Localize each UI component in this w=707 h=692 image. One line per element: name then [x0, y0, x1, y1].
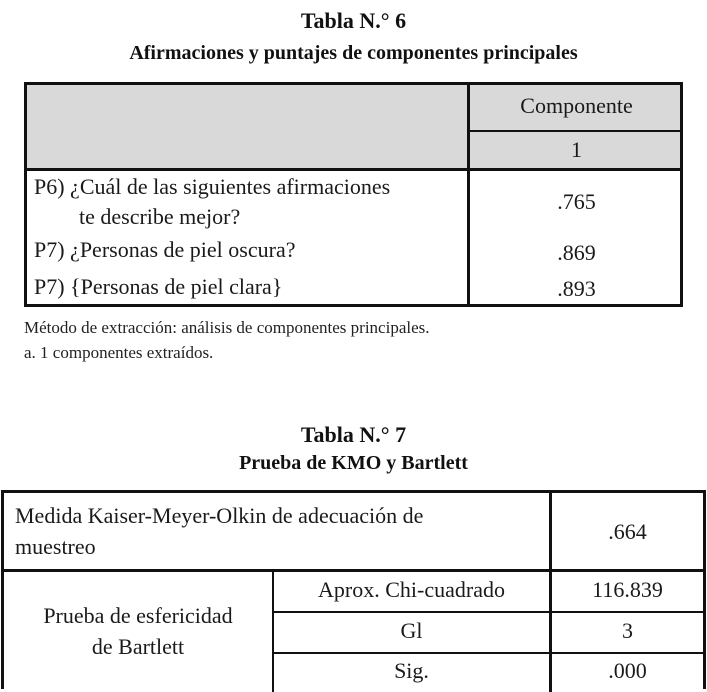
row-p6-label-line1: P6) ¿Cuál de las siguientes afirmaciones	[34, 174, 391, 199]
header-body-divider	[27, 168, 680, 171]
table7-title: Tabla N.° 7	[300, 422, 407, 447]
kmo-label-line2: muestreo	[15, 534, 96, 559]
bartlett-sig-label: Sig.	[394, 658, 429, 683]
bartlett-sig-value: .000	[608, 658, 647, 683]
row-p7-light-value: .893	[557, 276, 596, 301]
row-p6-label-line2: te describe mejor?	[79, 204, 241, 229]
kmo-row-divider	[4, 569, 703, 572]
kmo-bartlett-table	[1, 490, 706, 689]
bartlett-gl-label: Gl	[400, 618, 423, 643]
bartlett-label-line1: Prueba de esfericidad	[43, 603, 233, 628]
row-p7-dark-value: .869	[557, 240, 596, 265]
bartlett-chi-square-value: 116.839	[592, 577, 663, 602]
kmo-label-line1: Medida Kaiser-Meyer-Olkin de adecuación de	[15, 503, 424, 528]
table6-title: Tabla N.° 6	[300, 8, 407, 33]
row-p7-light-label: P7) {Personas de piel clara}	[34, 274, 283, 299]
table7-subtitle: Prueba de KMO y Bartlett	[239, 452, 468, 474]
bartlett-label-line2: de Bartlett	[91, 634, 185, 659]
bartlett-gl-value: 3	[622, 618, 633, 643]
components-table	[24, 82, 683, 307]
row-p7-dark-label: P7) ¿Personas de piel oscura?	[34, 237, 296, 262]
row-p6-value: .765	[557, 189, 596, 214]
header-component-number: 1	[571, 137, 582, 162]
table6-subtitle: Afirmaciones y puntajes de componentes principales	[129, 42, 578, 64]
table6-note-method: Método de extracción: análisis de componentes principales.	[24, 318, 430, 337]
bartlett-row-divider-1	[274, 611, 703, 613]
kmo-value: .664	[608, 519, 647, 544]
header-divider	[470, 130, 683, 132]
header-component: Componente	[520, 93, 633, 118]
bartlett-row-divider-2	[274, 652, 703, 654]
table6-note-components: a. 1 componentes extraídos.	[24, 343, 214, 362]
bartlett-chi-square-label: Aprox. Chi-cuadrado	[318, 577, 505, 602]
